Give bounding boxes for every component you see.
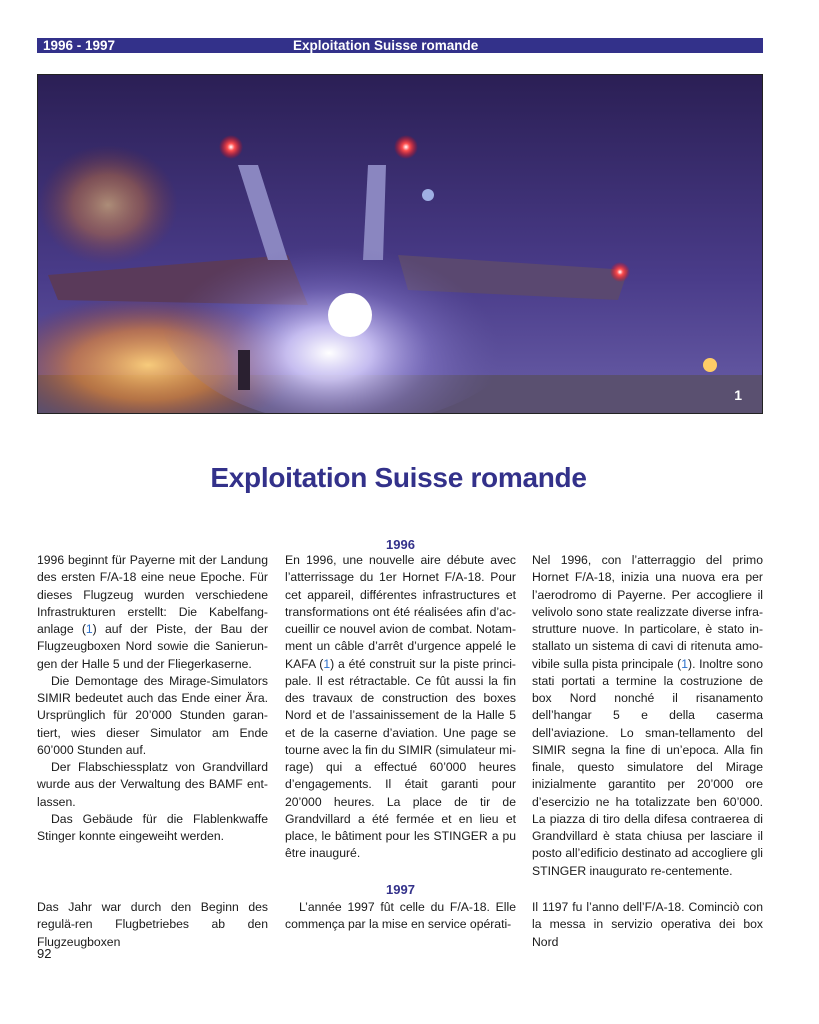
german-paragraph-5: Das Jahr war durch den Beginn des regulä-ren Flugbetriebes ab den Flugzeugboxen bbox=[37, 900, 268, 949]
italian-column bbox=[532, 552, 763, 880]
subhead-1996: 1996 bbox=[386, 537, 415, 552]
italian-paragraph-2: Il 1197 fu l’anno dell’F/A-18. Cominciò con la messa in servizio operativa dei box Nord bbox=[532, 900, 763, 949]
french-column bbox=[285, 552, 516, 863]
page-number: 92 bbox=[37, 946, 52, 961]
aircraft-landing-photo bbox=[37, 74, 763, 414]
photo-number: 1 bbox=[734, 387, 742, 403]
german-paragraph-3: Der Flabschiessplatz von Grandvillard wurde aus der Verwaltung des BAMF ent-lassen. bbox=[37, 760, 268, 809]
figure-reference: 1 bbox=[323, 656, 331, 671]
german-paragraph-4: Das Gebäude für die Flablenkwaffe Stinger konnte eingeweiht werden. bbox=[37, 811, 268, 843]
figure-reference: 1 bbox=[681, 656, 689, 671]
french-column-1997 bbox=[285, 899, 516, 934]
figure-reference: 1 bbox=[85, 622, 93, 636]
german-paragraph-1: 1996 beginnt für Payerne mit der Landung des ersten F/A-18 eine neue Epoche. Für dieses Flugzeug wurden verschiedene Infrastrukturen erstellt: Die Kabelfang-anlage (1) auf der Piste, der Bau der Flugzeugboxen Nord sowie die Sanierun-gen der Halle 5 und der Fliegerkaserne. bbox=[37, 553, 269, 671]
header-years: 1996 - 1997 bbox=[43, 38, 116, 53]
page-title: Exploitation Suisse romande bbox=[210, 462, 587, 493]
subhead-1997: 1997 bbox=[386, 882, 415, 897]
italian-column-1997 bbox=[532, 899, 763, 951]
italian-paragraph-1: Nel 1996, con l’atterraggio del primo Hornet F/A-18, inizia una nuova era per l’aerodromo di Payerne. Per accogliere il velivolo sono state realizzate diverse infra-strutture nuove. In particolare, è stato in-stallato un sistema di cavi di ritenuta amo-vibile sulla pista principale (1). Inoltre sono stati portati a termine la costruzione de box Nord nonché il risanamento dell’hangar 5 e della caserma dell’aviazione. Lo sman-tellamento del SIMIR segna la fine di un’epoca. Alla fin finale, questo simulatore del Mirage inizialmente garantito per 20’000 ore d’esercizio ne ha totalizzate ben 60’000. La piazza di tiro della difesa contraerea di Grandvillard è stata chiusa per lasciare il posto all’edificio destinato ad accogliere gli STINGER inaugurato re-centemente. bbox=[532, 553, 763, 878]
header-section-title: Exploitation Suisse romande bbox=[293, 38, 479, 53]
german-column bbox=[37, 552, 268, 845]
french-paragraph-2: L’année 1997 fût celle du F/A-18. Elle commença par la mise en service opérati- bbox=[285, 900, 516, 932]
running-header bbox=[37, 38, 763, 53]
german-paragraph-2: Die Demontage des Mirage-Simulators SIMIR bedeutet auch das Ende einer Ära. Ursprünglich für 20’000 Stunden garan-tiert, wies dieser Simulator am Ende 60’000 Stunden auf. bbox=[37, 673, 268, 757]
german-column-1997 bbox=[37, 899, 268, 951]
photo-illustration bbox=[38, 75, 763, 414]
french-paragraph-1: En 1996, une nouvelle aire débute avec l’atterrissage du 1er Hornet F/A-18. Pour cet appareil, différentes infrastructures et transformations ont été réalisées afin d’ac-cueillir ce nouvel avion de combat. Notam-ment un câble d’arrêt d’urgence appelé le KAFA (1) a été construit sur la piste princi-pale. Il est rétractable. Ce fût aussi la fin des travaux de construction des boxes Nord et de l’assainissement de la Halle 5 et de la caserne d’aviation. Une page se tourne avec la fin du SIMIR (simulateur mi-rage) qui a effectué 60’000 heures d’engagements. Il était garanti pour 20’000 heures. La place de tir de Grandvillard a été fermée et en lieu et place, le bâtiment pour les STINGER a pu être inauguré. bbox=[285, 553, 516, 861]
